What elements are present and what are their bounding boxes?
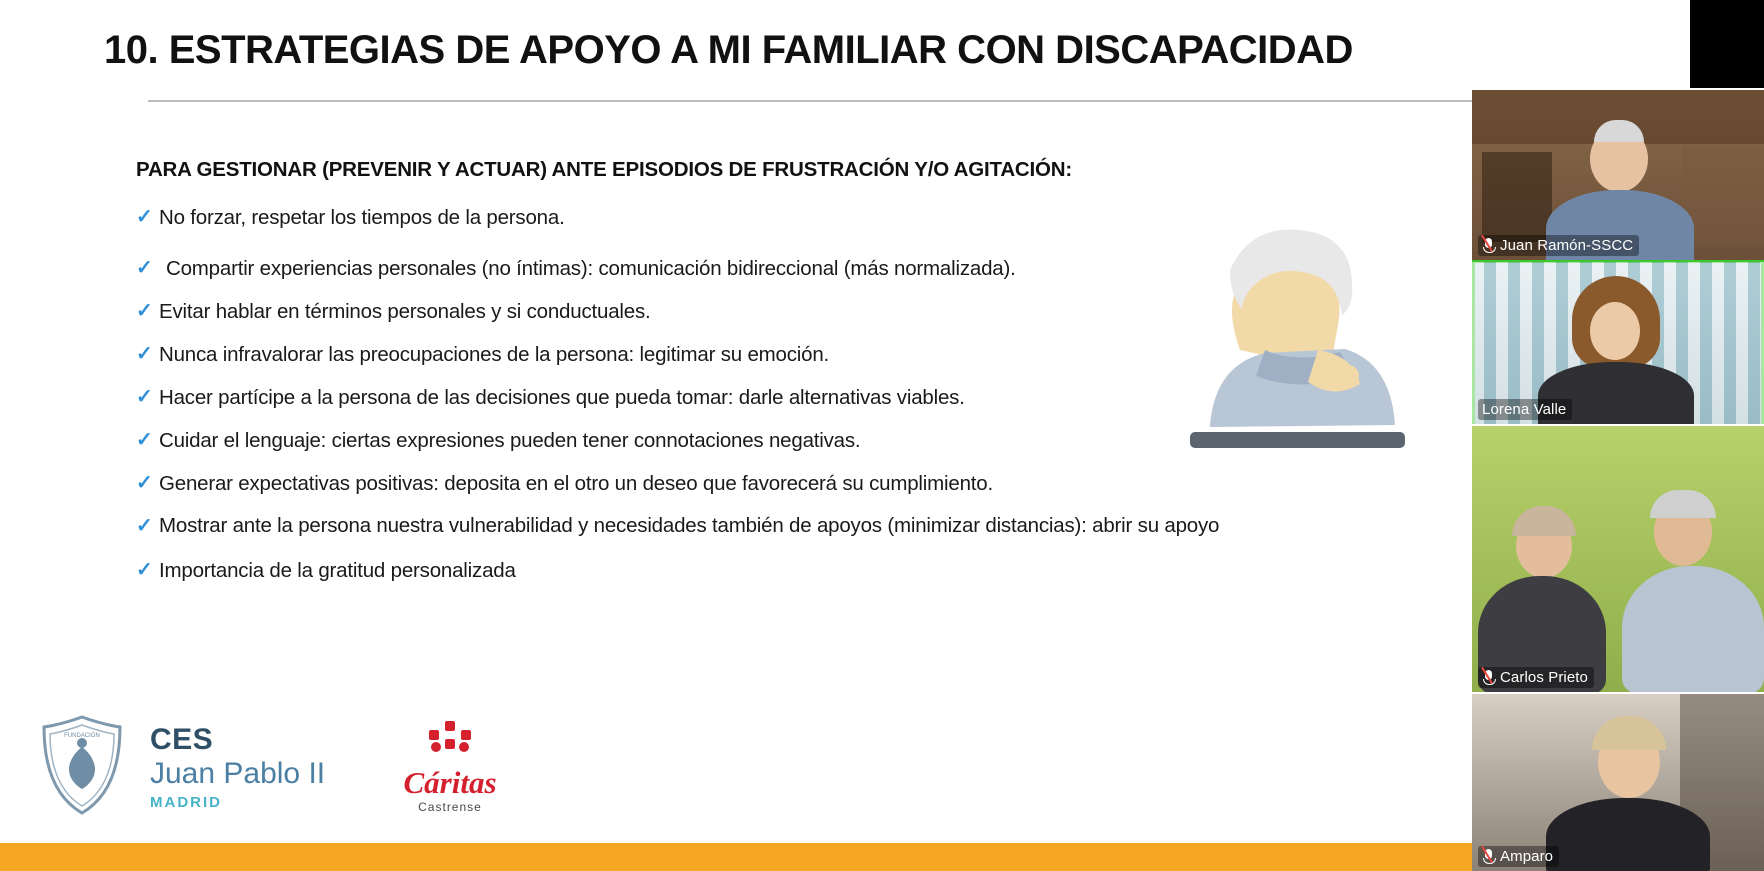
mic-muted-icon	[1482, 237, 1495, 254]
list-item: ✓ Evitar hablar en términos personales y si conductuales.	[136, 300, 651, 323]
list-item: ✓ Importancia de la gratitud personalizada	[136, 559, 516, 582]
ces-logo-line2: Juan Pablo II	[150, 757, 326, 790]
participant-name: Lorena Valle	[1482, 401, 1567, 418]
list-item: ✓ Generar expectativas positivas: deposita en el otro un deseo que favorecerá su cumplimiento.	[136, 472, 993, 495]
video-tile-carlos-prieto[interactable]	[1472, 424, 1764, 696]
ces-logo-line1: CES	[150, 723, 214, 756]
logo-row	[20, 713, 560, 813]
check-icon: ✓	[136, 300, 153, 322]
list-item: ✓ Mostrar ante la persona nuestra vulnerabilidad y necesidades también de apoyos (minimizar distancias): abrir su apoyo	[136, 514, 1220, 537]
participant-face-front	[1590, 302, 1640, 360]
caritas-logo	[365, 719, 535, 814]
tile-background-detail	[1682, 145, 1764, 245]
fundacion-shield-logo	[30, 713, 134, 817]
caritas-subtext: Castrense	[418, 800, 482, 814]
participant-video-rail[interactable]	[1472, 88, 1764, 871]
check-icon: ✓	[136, 343, 153, 365]
participant-hair-2	[1650, 490, 1716, 518]
participant-name: Amparo	[1500, 848, 1554, 865]
ces-logo-line3: MADRID	[150, 794, 222, 811]
check-icon: ✓	[136, 559, 153, 581]
participant-name-badge	[1478, 235, 1639, 256]
slide-footer-bar	[0, 843, 1690, 871]
list-item: ✓ Compartir experiencias personales (no íntimas): comunicación bidireccional (más normalizada).	[136, 257, 1016, 280]
participant-name: Carlos Prieto	[1500, 669, 1588, 686]
slide-subtitle: PARA GESTIONAR (PREVENIR Y ACTUAR) ANTE EPISODIOS DE FRUSTRACIÓN Y/O AGITACIÓN:	[136, 158, 1072, 181]
check-icon: ✓	[136, 515, 153, 537]
page-title: 10. ESTRATEGIAS DE APOYO A MI FAMILIAR CON DISCAPACIDAD	[104, 28, 1353, 72]
check-icon: ✓	[136, 429, 153, 451]
participant-hair	[1512, 506, 1576, 536]
tile-background-detail	[1482, 152, 1552, 242]
participant-name: Juan Ramón-SSCC	[1500, 237, 1634, 254]
list-item: ✓ Cuidar el lenguaje: ciertas expresiones pueden tener connotaciones negativas.	[136, 429, 861, 452]
video-tile-juan-ramon[interactable]	[1472, 88, 1764, 264]
participant-hair	[1592, 716, 1666, 750]
ces-logo	[150, 725, 325, 810]
svg-text:FUNDACIÓN: FUNDACIÓN	[64, 733, 100, 739]
list-item: ✓ Hacer partícipe a la persona de las decisiones que pueda tomar: darle alternativas viables.	[136, 386, 965, 409]
check-icon: ✓	[136, 206, 153, 228]
check-icon: ✓	[136, 386, 153, 408]
participant-torso-2	[1622, 566, 1764, 694]
bullet-list	[136, 205, 1426, 583]
mic-muted-icon	[1482, 669, 1495, 686]
check-icon: ✓	[136, 472, 153, 494]
participant-name-badge	[1478, 399, 1572, 420]
mic-muted-icon	[1482, 848, 1495, 865]
participant-torso	[1546, 798, 1710, 871]
video-tile-lorena-valle[interactable]	[1472, 260, 1764, 428]
title-divider	[148, 100, 1498, 102]
list-item: ✓ No forzar, respetar los tiempos de la persona.	[136, 206, 565, 229]
video-tile-amparo[interactable]	[1472, 692, 1764, 871]
caritas-wordmark: Cáritas	[403, 765, 497, 800]
check-icon: ✓	[136, 257, 153, 279]
participant-name-badge	[1478, 846, 1559, 867]
participant-name-badge	[1478, 667, 1594, 688]
list-item: ✓ Nunca infravalorar las preocupaciones de la persona: legitimar su emoción.	[136, 343, 830, 366]
